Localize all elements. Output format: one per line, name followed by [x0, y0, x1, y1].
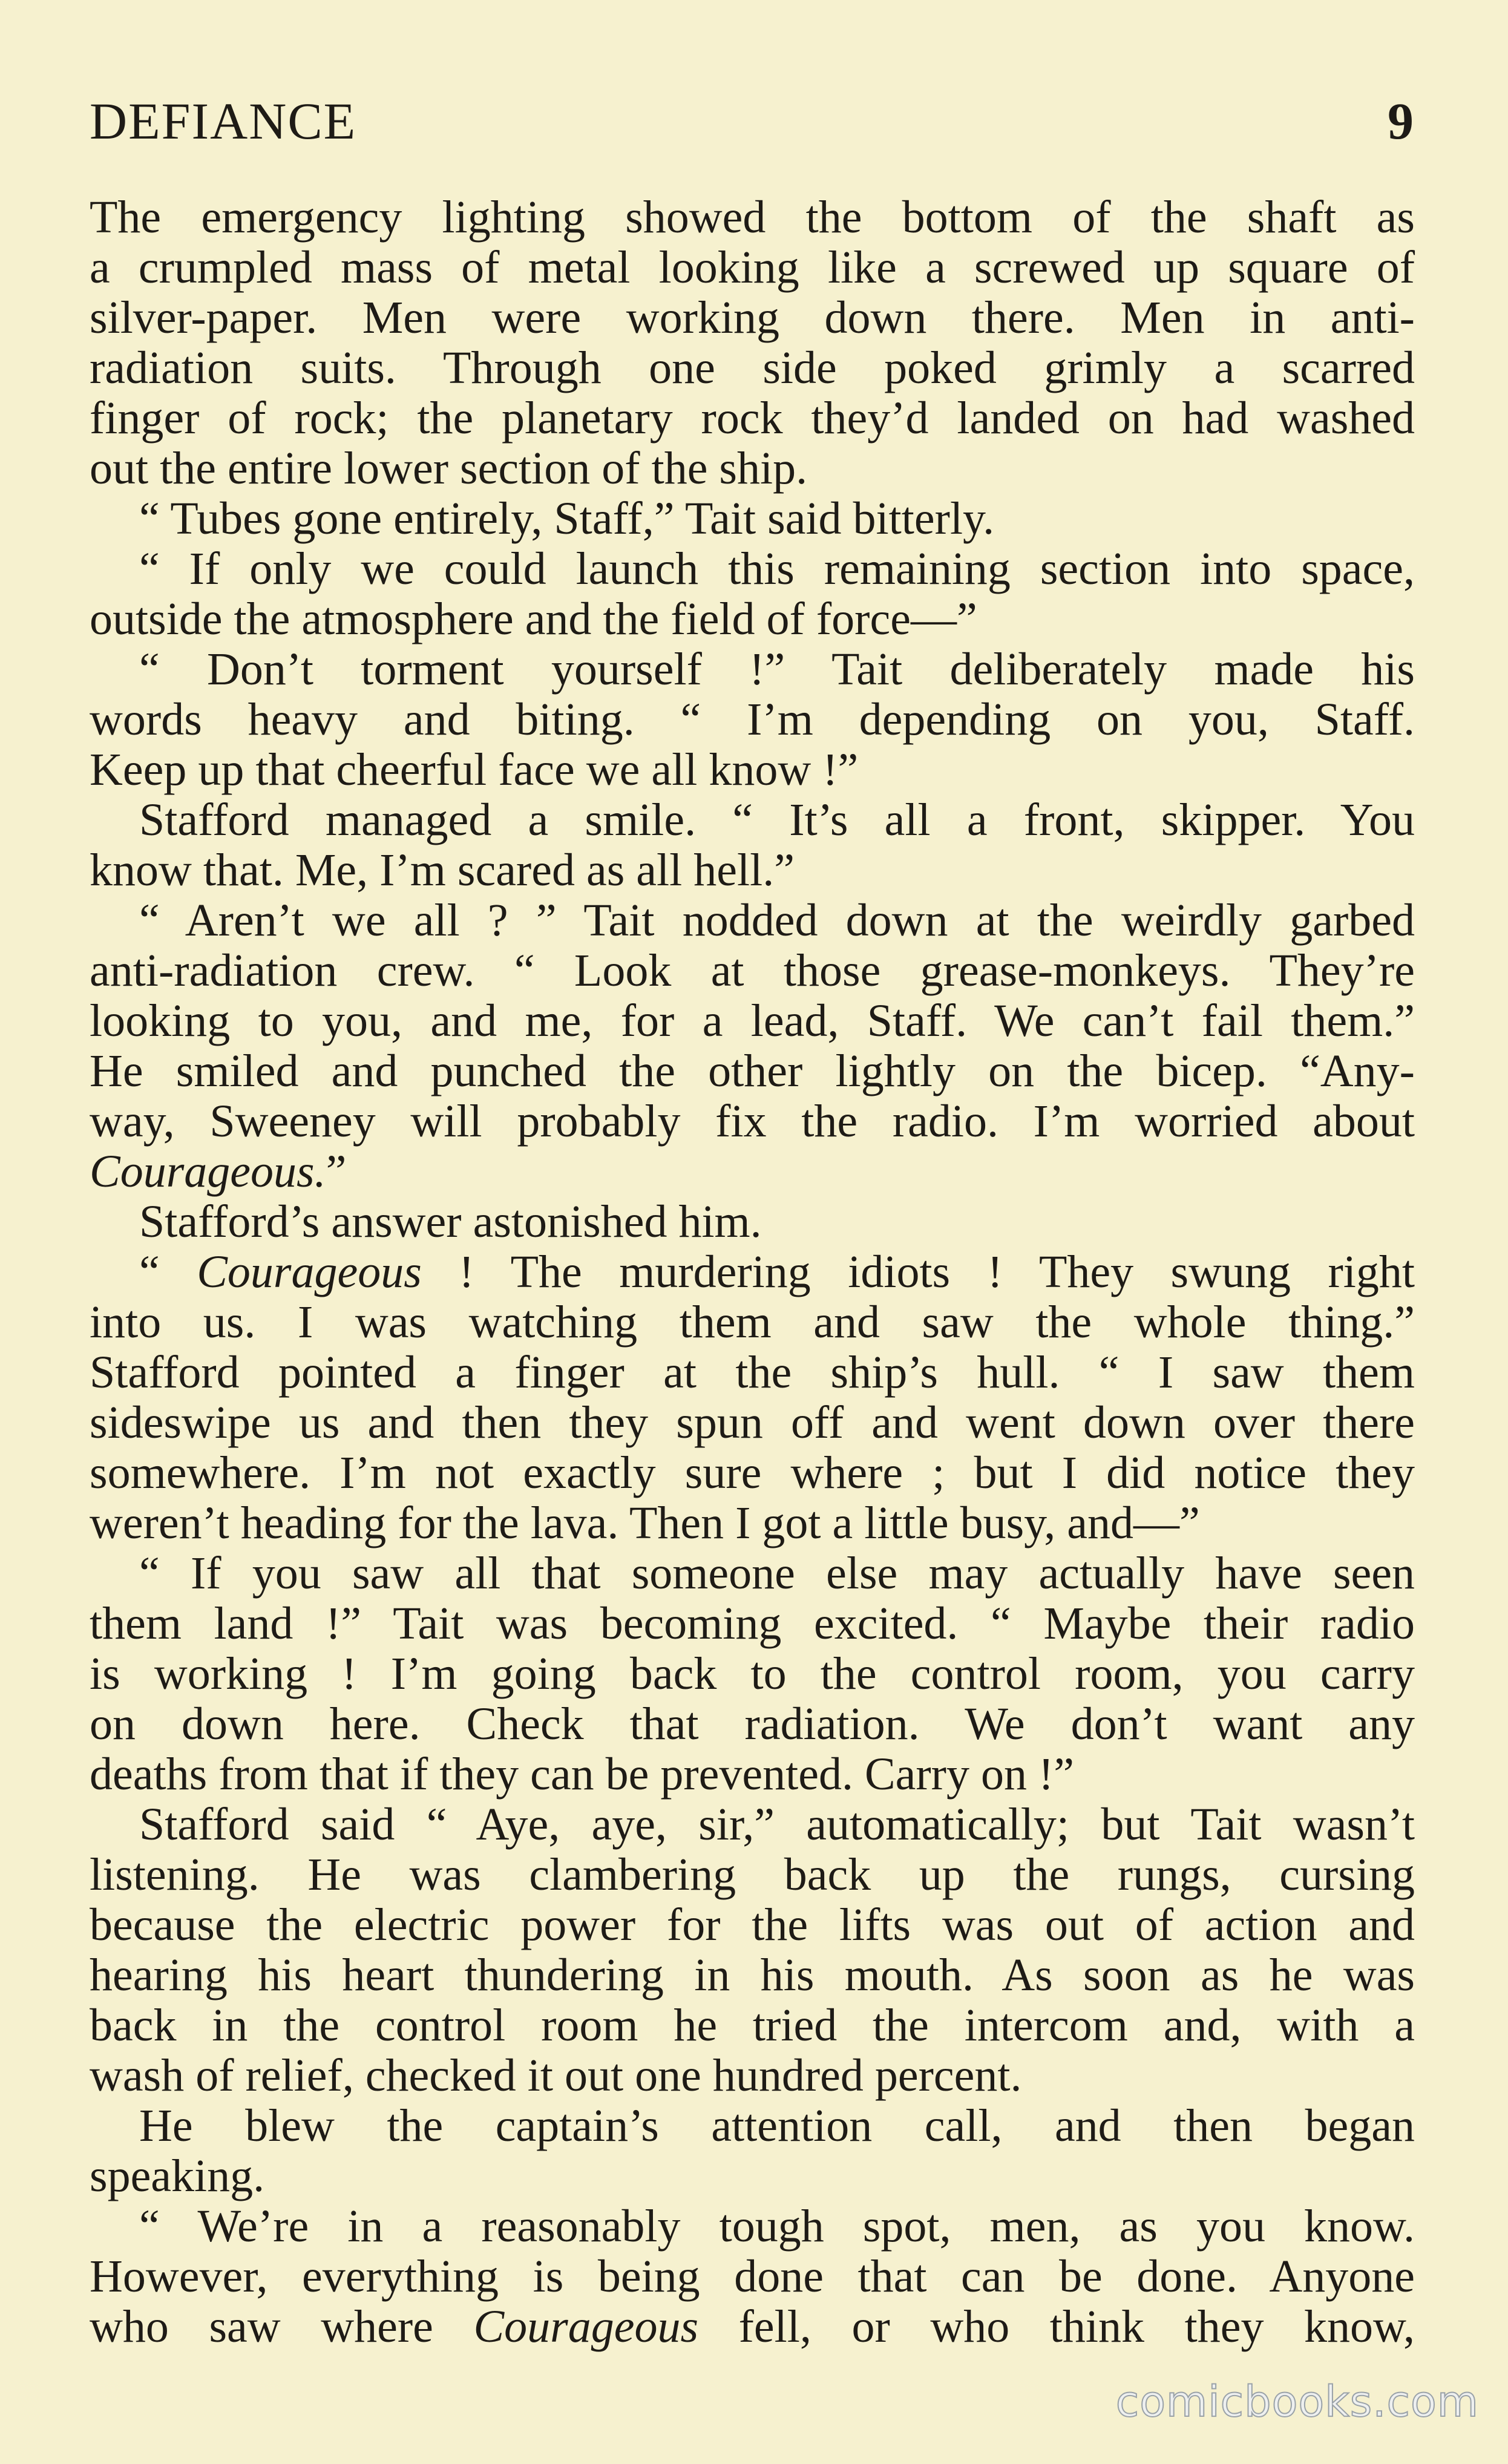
line-text: on down here. Check that radiation. We don’t want any [90, 1699, 1415, 1749]
page-number: 9 [1388, 92, 1415, 150]
line-text: back in the control room he tried the intercom and, with a [90, 2000, 1415, 2051]
text-line [90, 1046, 1415, 1096]
text-line [90, 2201, 1415, 2252]
line-text: radiation suits. Through one side poked grimly a scarred [90, 342, 1415, 393]
running-header [90, 88, 1415, 154]
text-line [90, 293, 1415, 343]
text-line [90, 1147, 1415, 1197]
text-line [90, 1297, 1415, 1348]
text-line [90, 544, 1415, 594]
text-line [90, 343, 1415, 393]
line-text: “ Aren’t we all ? ” Tait nodded down at the weirdly garbed [139, 895, 1415, 946]
line-text: “ Tubes gone entirely, Staff,” Tait said bitterly. [139, 493, 995, 544]
text-line [90, 1800, 1415, 1850]
line-text: He smiled and punched the other lightly on the bicep. “Any- [90, 1046, 1415, 1096]
text-line [90, 444, 1415, 494]
line-text: words heavy and biting. “ I’m depending on you, Staff. [90, 694, 1415, 745]
line-text: wash of relief, checked it out one hundred percent. [90, 2050, 1022, 2101]
line-text: looking to you, and me, for a lead, Staff. We can’t fail them.” [90, 995, 1415, 1046]
text-line [90, 896, 1415, 946]
italic-ship-name: Courageous. [90, 1146, 326, 1197]
line-text: “ [139, 1247, 197, 1297]
line-text: Stafford’s answer astonished him. [139, 1196, 762, 1247]
line-text: The emergency lighting showed the bottom of the shaft as [90, 192, 1415, 243]
text-line [90, 695, 1415, 745]
text-line [90, 1599, 1415, 1649]
text-line [90, 1749, 1415, 1800]
text-line [90, 1348, 1415, 1398]
text-line [90, 745, 1415, 795]
line-text: sideswipe us and then they spun off and went down over there [90, 1397, 1415, 1448]
text-line [90, 243, 1415, 293]
line-text: “ If only we could launch this remaining section into space, [139, 543, 1415, 594]
text-line [90, 2151, 1415, 2201]
line-text: outside the atmosphere and the field of force—” [90, 594, 977, 644]
text-line [90, 2000, 1415, 2051]
line-text: is working ! I’m going back to the control room, you carry [90, 1648, 1415, 1699]
text-line [90, 494, 1415, 544]
line-text: way, Sweeney will probably fix the radio. I’m worried about [90, 1096, 1415, 1147]
line-text: Stafford managed a smile. “ It’s all a front, skipper. You [139, 795, 1415, 845]
text-line [90, 845, 1415, 896]
site-watermark: comicbooks.com [1115, 2377, 1479, 2426]
line-text: speaking. [90, 2151, 265, 2201]
line-text: who saw where [90, 2301, 474, 2352]
line-text: out the entire lower section of the ship. [90, 443, 808, 494]
line-text: Stafford said “ Aye, aye, sir,” automatically; but Tait wasn’t [139, 1799, 1415, 1850]
text-line [90, 1247, 1415, 1297]
text-line [90, 2302, 1415, 2352]
text-line [90, 946, 1415, 996]
text-line [90, 1699, 1415, 1749]
line-text: ” [326, 1146, 347, 1197]
text-line [90, 1649, 1415, 1699]
line-text: fell, or who think they know, [698, 2301, 1415, 2352]
text-line [90, 2252, 1415, 2302]
text-line [90, 1900, 1415, 1950]
line-text: However, everything is being done that can be done. Anyone [90, 2251, 1415, 2302]
text-line [90, 996, 1415, 1046]
line-text: finger of rock; the planetary rock they’d landed on had washed [90, 393, 1415, 444]
line-text: silver-paper. Men were working down there. Men in anti- [90, 292, 1415, 343]
text-line [90, 1950, 1415, 2000]
text-line [90, 1448, 1415, 1498]
line-text: “ If you saw all that someone else may actually have seen [139, 1548, 1415, 1599]
line-text: ! The murdering idiots ! They swung right [421, 1247, 1415, 1297]
page-body-text [90, 192, 1415, 2352]
text-line [90, 393, 1415, 444]
line-text: weren’t heading for the lava. Then I got a little busy, and—” [90, 1498, 1200, 1548]
line-text: a crumpled mass of metal looking like a screwed up square of [90, 242, 1415, 293]
line-text: somewhere. I’m not exactly sure where ; but I did notice they [90, 1447, 1415, 1498]
text-line [90, 1498, 1415, 1548]
line-text: “ We’re in a reasonably tough spot, men, as you know. [139, 2201, 1415, 2252]
line-text: know that. Me, I’m scared as all hell.” [90, 845, 795, 896]
chapter-title: DEFIANCE [90, 92, 357, 150]
line-text: listening. He was clambering back up the rungs, cursing [90, 1849, 1415, 1900]
line-text: anti-radiation crew. “ Look at those grease-monkeys. They’re [90, 945, 1415, 996]
text-line [90, 1850, 1415, 1900]
italic-ship-name: Courageous [197, 1247, 422, 1297]
line-text: because the electric power for the lifts was out of action and [90, 1899, 1415, 1950]
line-text: deaths from that if they can be prevented. Carry on !” [90, 1749, 1075, 1800]
line-text: Stafford pointed a finger at the ship’s hull. “ I saw them [90, 1347, 1415, 1398]
text-line [90, 2101, 1415, 2151]
text-line [90, 192, 1415, 243]
line-text: into us. I was watching them and saw the whole thing.” [90, 1297, 1415, 1348]
text-line [90, 1398, 1415, 1448]
text-line [90, 594, 1415, 644]
line-text: “ Don’t torment yourself !” Tait deliberately made his [139, 644, 1415, 695]
text-line [90, 644, 1415, 695]
line-text: He blew the captain’s attention call, and then began [139, 2100, 1415, 2151]
line-text: hearing his heart thundering in his mouth. As soon as he was [90, 1950, 1415, 2000]
text-line [90, 1096, 1415, 1147]
line-text: Keep up that cheerful face we all know !” [90, 744, 859, 795]
text-line [90, 2051, 1415, 2101]
italic-ship-name: Courageous [473, 2301, 699, 2352]
text-line [90, 795, 1415, 845]
line-text: them land !” Tait was becoming excited. “ Maybe their radio [90, 1598, 1415, 1649]
text-line [90, 1197, 1415, 1247]
text-line [90, 1548, 1415, 1599]
